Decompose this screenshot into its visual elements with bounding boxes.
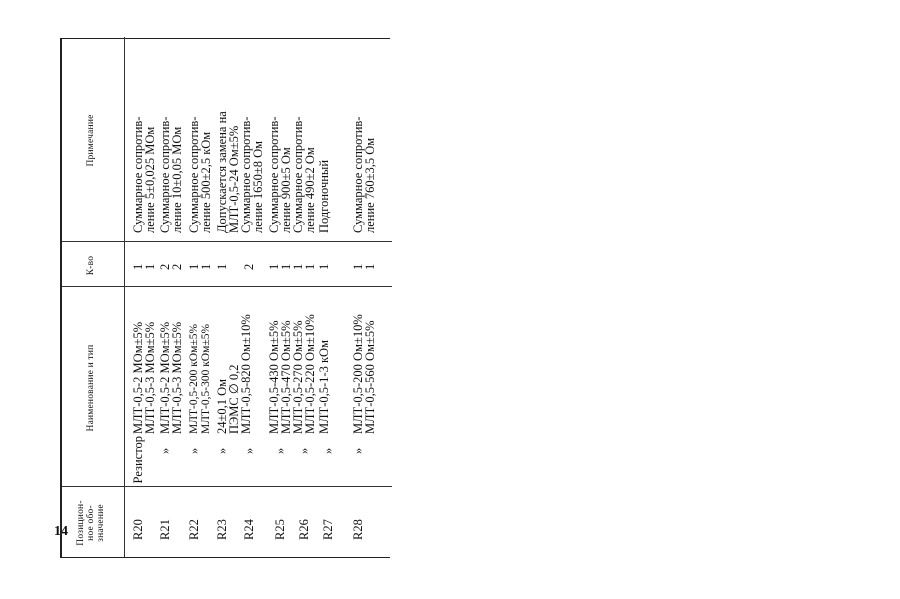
header-position-line: Позицион- <box>76 500 86 546</box>
row-qty: 1 <box>351 263 365 270</box>
row-note: МЛТ-0,5-24 Ом±5% <box>227 125 241 233</box>
header-position-line: значение <box>96 504 106 542</box>
row-type-line: МЛТ-0,5-430 Ом±5% <box>267 320 281 434</box>
row-kind: » <box>321 447 335 454</box>
row-position: R26 <box>297 519 311 540</box>
row-qty: 1 <box>199 263 213 270</box>
row-note: Допускается замена на <box>215 111 229 233</box>
row-note: Подгоночный <box>317 159 331 233</box>
row-note: Суммарное сопротив- <box>187 116 201 233</box>
parts-table <box>60 38 390 558</box>
row-note: ление 1650±8 Ом <box>251 140 265 233</box>
row-kind: » <box>242 447 256 454</box>
row-kind: » <box>158 447 172 454</box>
row-position: R21 <box>158 519 172 540</box>
row-position: R28 <box>351 519 365 540</box>
row-kind: » <box>297 447 311 454</box>
row-qty: 1 <box>291 263 305 270</box>
row-qty: 2 <box>242 263 256 270</box>
row-type-line: МЛТ-0,5-300 кОм±5% <box>200 323 212 434</box>
row-kind: » <box>273 447 287 454</box>
row-type-line: 24±0,1 Ом <box>215 378 229 434</box>
header-qty: К-во <box>86 255 96 276</box>
row-position: R22 <box>187 519 201 540</box>
row-type-line: МЛТ-0,5-3 МОм±5% <box>170 321 184 434</box>
row-note: Суммарное сопротив- <box>239 116 253 233</box>
row-type-line: МЛТ-0,5-3 МОм±5% <box>143 321 157 434</box>
row-qty: 1 <box>363 263 377 270</box>
row-position: R27 <box>321 519 335 540</box>
row-kind: Резистор <box>131 436 145 484</box>
row-qty: 1 <box>317 263 331 270</box>
row-type-line: ПЭМС ∅ 0,2 <box>227 364 241 434</box>
row-note: ление 490±2 Ом <box>303 147 317 233</box>
row-kind: » <box>187 447 201 454</box>
row-qty: 1 <box>187 263 201 270</box>
header-name: Наименование и тип <box>86 344 96 432</box>
row-note: Суммарное сопротив- <box>267 116 281 233</box>
row-type-line: МЛТ-0,5-470 Ом±5% <box>279 320 293 434</box>
row-note: ление 900±5 Ом <box>279 147 293 233</box>
header-note: Примечание <box>86 114 96 167</box>
row-position: R25 <box>273 519 287 540</box>
row-note: ление 760±3,5 Ом <box>363 137 377 233</box>
row-type-line: МЛТ-0,5-200 Ом±10% <box>351 314 365 434</box>
row-position: R24 <box>242 519 256 540</box>
row-qty: 1 <box>303 263 317 270</box>
page-number: 14 <box>54 524 68 539</box>
row-note: Суммарное сопротив- <box>291 116 305 233</box>
row-type-line: МЛТ-0,5-820 Ом±10% <box>239 314 253 434</box>
row-qty: 2 <box>158 263 172 270</box>
row-type-line: МЛТ-0,5-560 Ом±5% <box>363 320 377 434</box>
row-qty: 1 <box>267 263 281 270</box>
row-position: R23 <box>215 519 229 540</box>
header-rule <box>124 37 125 557</box>
row-kind: » <box>215 447 229 454</box>
row-note: Суммарное сопротив- <box>131 116 145 233</box>
row-position: R20 <box>131 519 145 540</box>
row-note: ление 10±0,05 МОм <box>170 126 184 233</box>
row-type-line: МЛТ-0,5-200 кОм±5% <box>188 323 200 434</box>
row-type-line: МЛТ-0,5-2 МОм±5% <box>158 321 172 434</box>
row-note: Суммарное сопротив- <box>351 116 365 233</box>
row-kind: » <box>351 447 365 454</box>
row-qty: 1 <box>143 263 157 270</box>
header-position-line: ное обо- <box>86 505 96 541</box>
row-qty: 1 <box>131 263 145 270</box>
header-position <box>60 488 122 558</box>
row-note: ление 500±2,5 кОм <box>199 131 213 233</box>
row-qty: 1 <box>279 263 293 270</box>
row-type-line: МЛТ-0,5-1-3 кОм <box>317 340 331 434</box>
row-note: Суммарное сопротив- <box>158 116 172 233</box>
row-qty: 1 <box>215 263 229 270</box>
row-type-line: МЛТ-0,5-270 Ом±5% <box>291 320 305 434</box>
row-type-line: МЛТ-0,5-220 Ом±10% <box>303 314 317 434</box>
row-note: ление 5±0,025 МОм <box>143 126 157 233</box>
row-qty: 2 <box>170 263 184 270</box>
row-type-line: МЛТ-0,5-2 МОм±5% <box>131 321 145 434</box>
